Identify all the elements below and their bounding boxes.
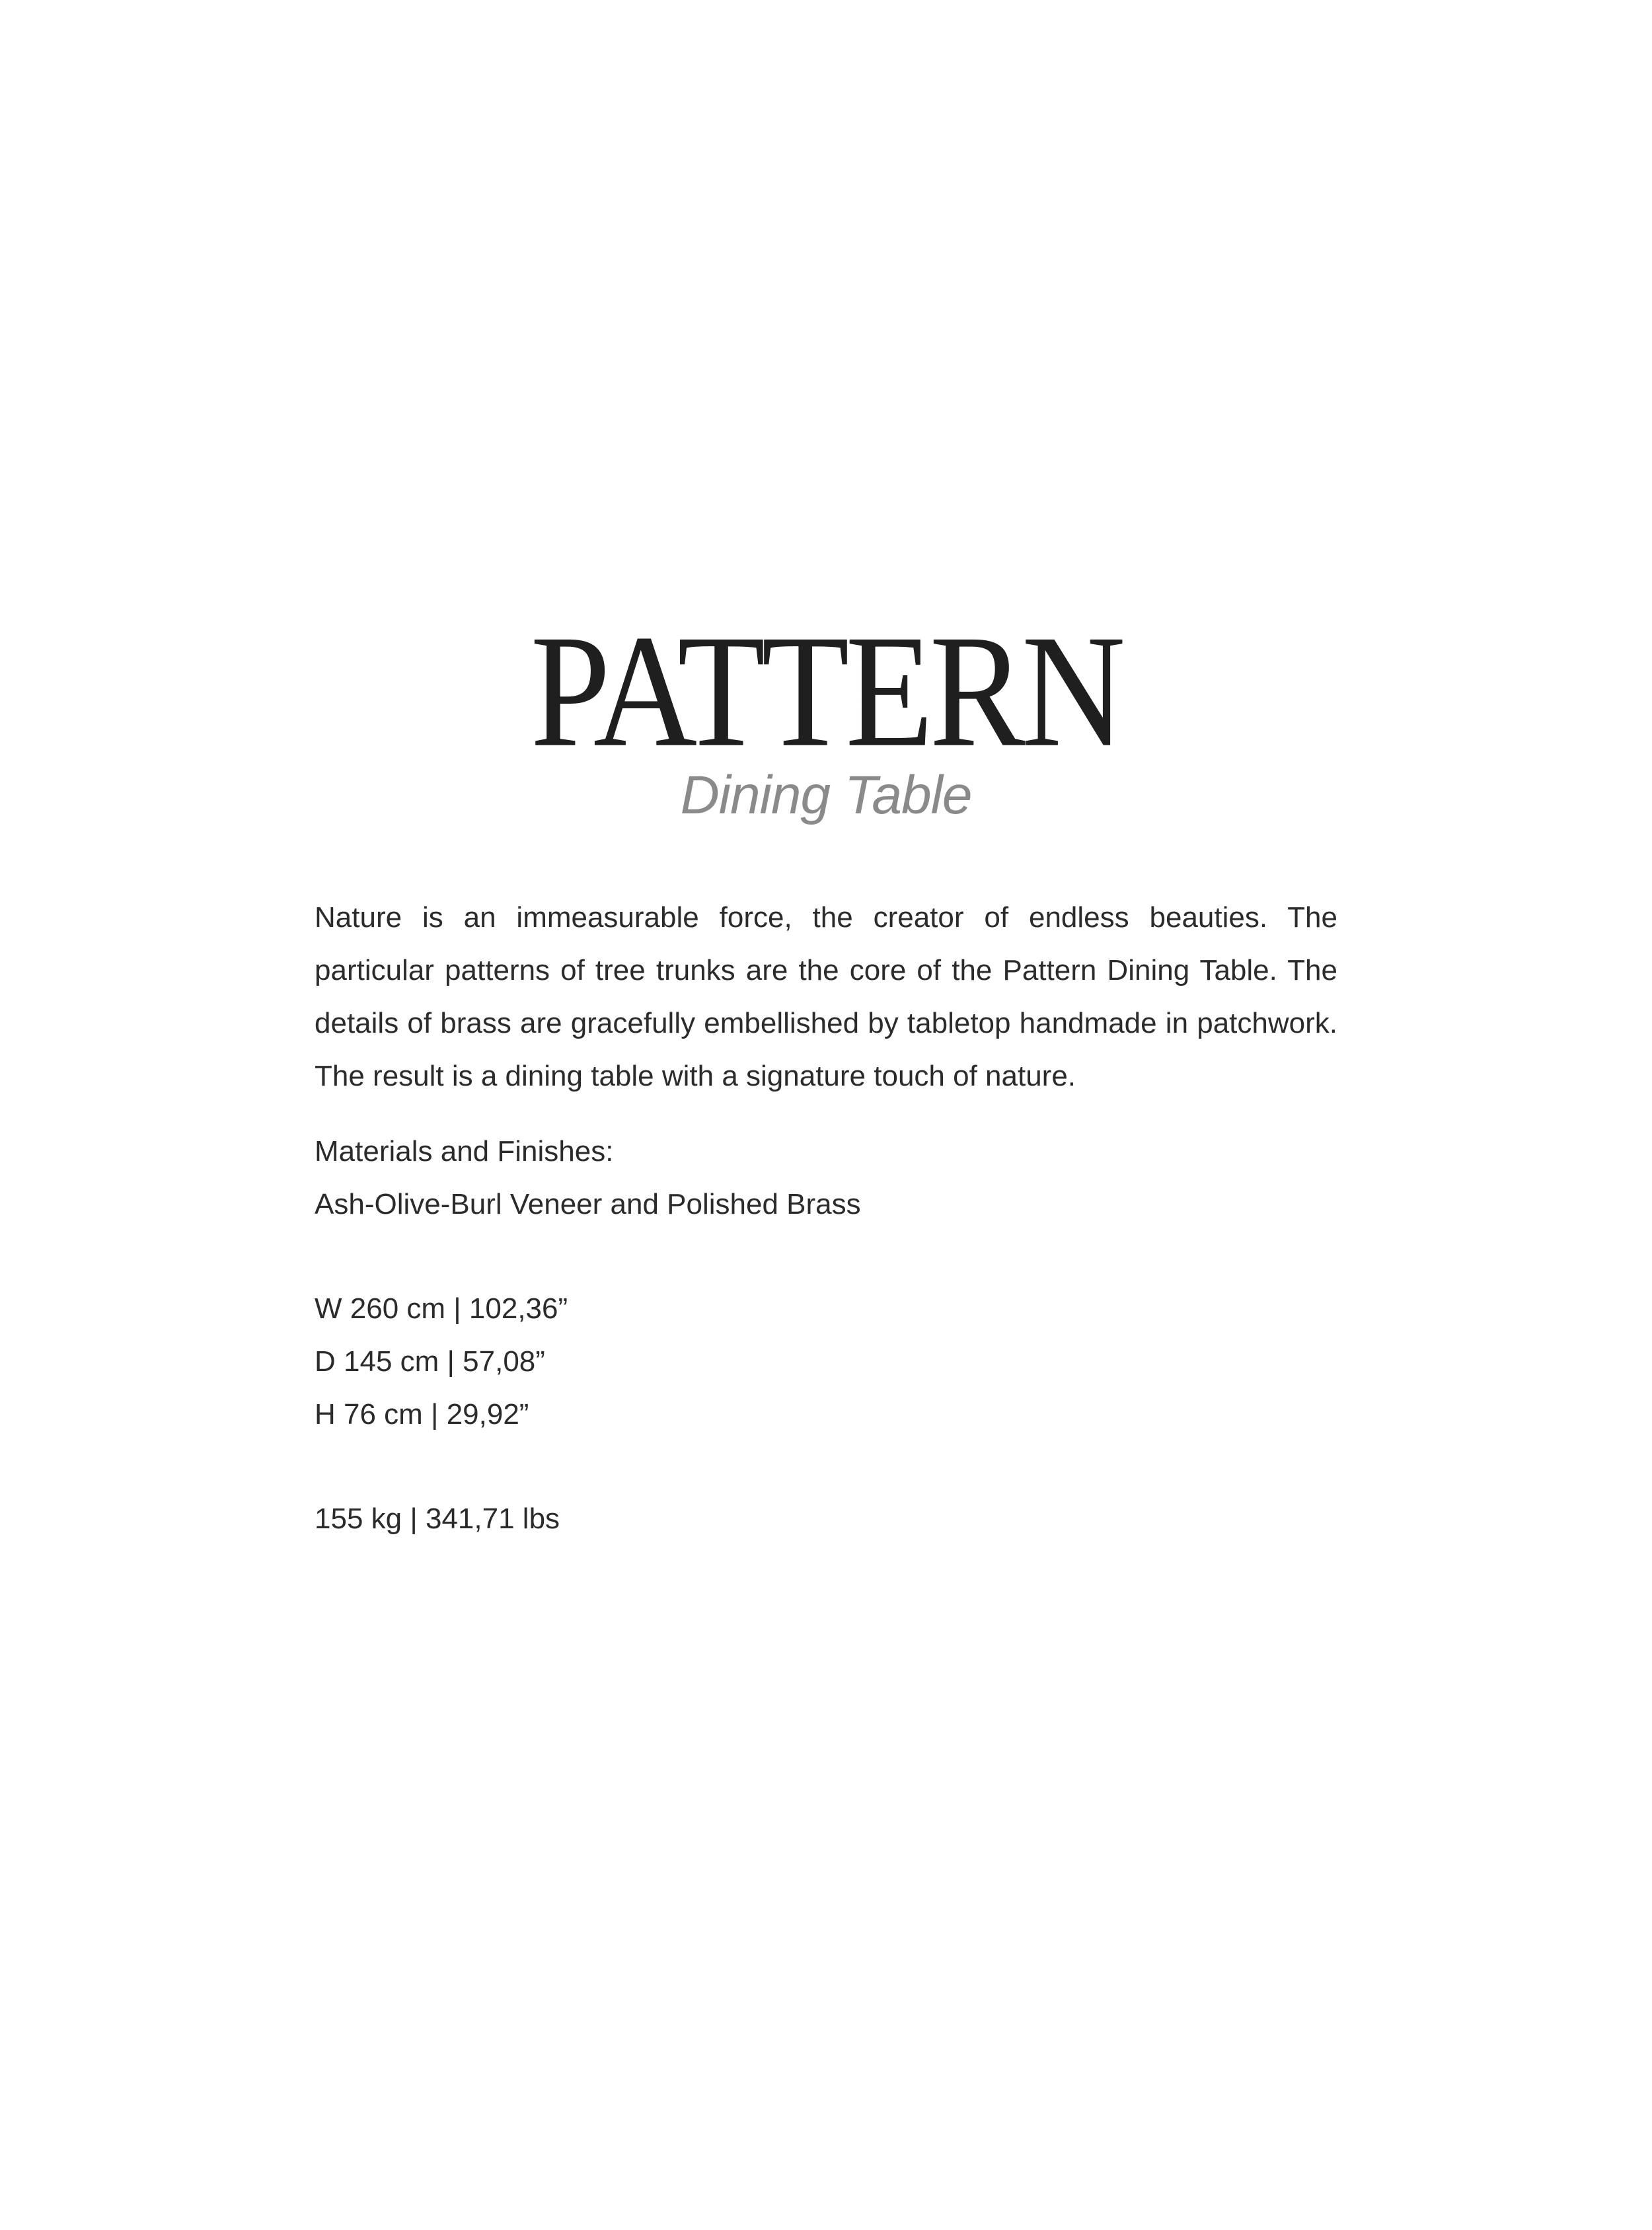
product-details <box>315 891 1337 1545</box>
materials-section <box>315 1125 1337 1231</box>
materials-value: Ash-Olive-Burl Veneer and Polished Brass <box>315 1188 861 1220</box>
dimension-depth: D 145 cm | 57,08” <box>315 1345 545 1378</box>
materials-label: Materials and Finishes: <box>315 1135 614 1168</box>
dimensions-section <box>315 1282 1337 1441</box>
dimension-height: H 76 cm | 29,92” <box>315 1398 529 1431</box>
product-subtitle: Dining Table <box>680 765 972 825</box>
weight-section <box>315 1493 1337 1545</box>
weight-value: 155 kg | 341,71 lbs <box>315 1503 560 1535</box>
product-description: Nature is an immeasurable force, the creator of endless beauties. The particular patterns of tree trunks are the core of the Pattern Dining Table. The details of brass are gracefully embellished by tabletop handmade in patchwork. The result is a dining table with a signature touch of nature. <box>315 901 1337 1092</box>
product-title: PATTERN <box>530 602 1122 781</box>
dimension-width: W 260 cm | 102,36” <box>315 1292 568 1325</box>
